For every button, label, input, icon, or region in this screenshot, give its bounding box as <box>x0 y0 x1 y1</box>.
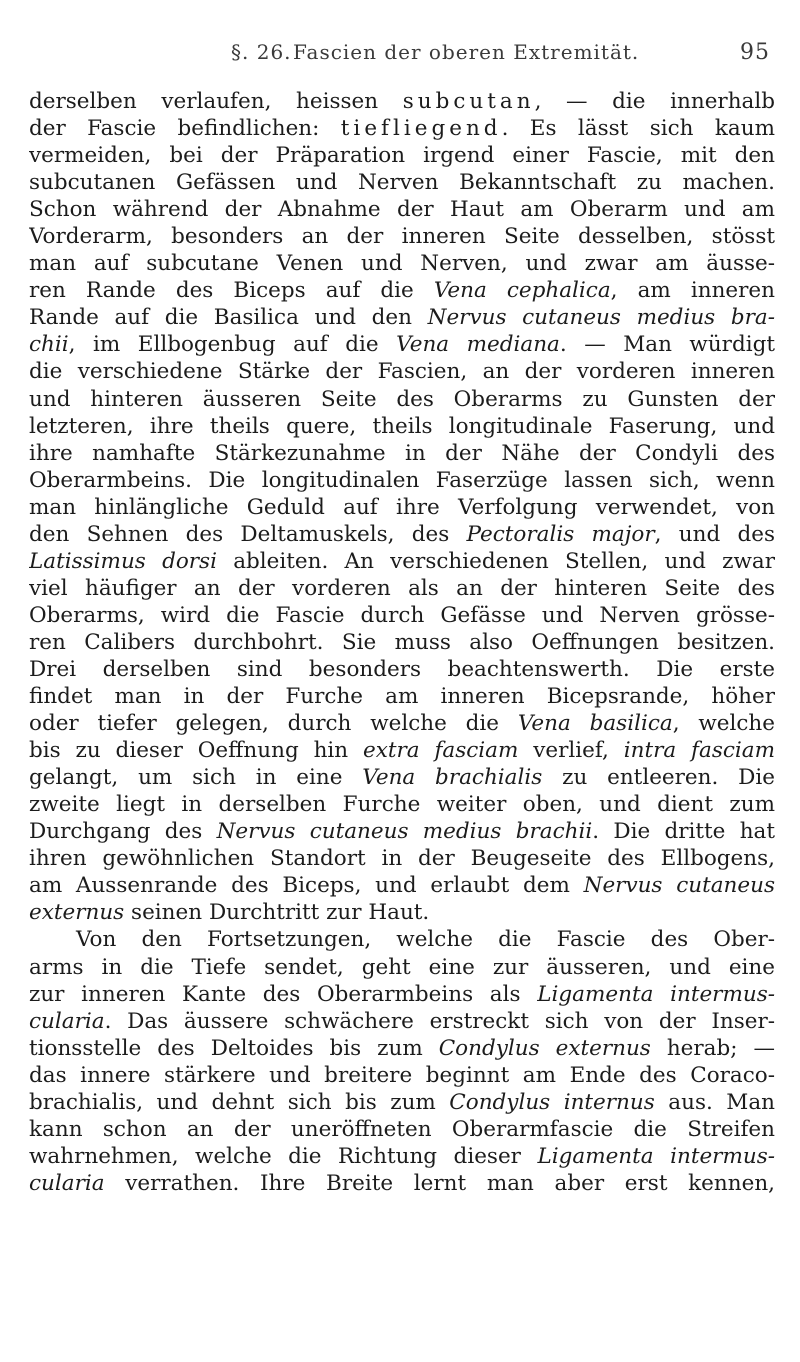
text-line <box>29 467 775 494</box>
running-head-title: Fascien der oberen Extremität. <box>293 40 640 64</box>
text-run: ableiten. An verschiedenen Stellen, und zwar <box>216 548 775 574</box>
text-line <box>29 575 775 602</box>
text-run: der Fascie befindlichen: <box>29 116 341 142</box>
text-run: verlief, <box>518 738 624 764</box>
text-line <box>29 223 775 250</box>
text-line <box>29 954 775 981</box>
italic-term: Vena brachialis <box>362 765 543 791</box>
text-line <box>29 602 775 629</box>
text-line <box>29 1062 775 1089</box>
text-line <box>29 142 775 169</box>
text-run: . Die dritte hat <box>592 819 775 845</box>
text-line <box>29 277 775 304</box>
text-run: seinen Durchtritt zur Haut. <box>124 900 430 926</box>
italic-term: Latissimus dorsi <box>29 548 217 574</box>
text-line <box>29 845 775 872</box>
italic-term: Ligamenta intermus- <box>537 1143 775 1169</box>
text-run: findet man in der Furche am inneren Bicepsrande, höher <box>29 684 775 710</box>
text-line <box>29 737 775 764</box>
text-line <box>29 1089 775 1116</box>
text-line <box>29 1116 775 1143</box>
text-run: den Sehnen des Deltamuskels, des <box>29 521 467 547</box>
italic-term: cularia <box>29 1008 105 1034</box>
text-line <box>29 629 775 656</box>
italic-term: Pectoralis major <box>466 521 655 547</box>
text-line <box>29 926 775 953</box>
italic-term: extra fasciam <box>363 738 519 764</box>
spaced-term: subcutan <box>402 89 535 114</box>
text-line <box>29 899 775 926</box>
text-line <box>29 440 775 467</box>
italic-term: Ligamenta intermus- <box>537 981 775 1007</box>
text-run: zur inneren Kante des Oberarmbeins als <box>29 981 538 1007</box>
italic-term: Vena basilica <box>517 711 673 737</box>
text-run: gelangt, um sich in eine <box>29 765 363 791</box>
text-run: Durchgang des <box>29 819 217 845</box>
text-run: , und des <box>654 521 775 547</box>
text-line <box>29 196 775 223</box>
text-line <box>29 115 775 142</box>
italic-term: Vena mediana <box>396 332 560 358</box>
text-run: herab; — <box>650 1035 775 1061</box>
text-run: subcutanen Gefässen und Nerven Bekanntschaft zu machen. <box>29 170 775 196</box>
text-run: man auf subcutane Venen und Nerven, und zwar am äusse- <box>29 251 775 277</box>
text-run: arms in die Tiefe sendet, geht eine zur äusseren, und eine <box>29 954 775 980</box>
text-run: verrathen. Ihre Breite lernt man aber erst kennen, <box>104 1170 775 1196</box>
text-line <box>29 710 775 737</box>
text-line <box>29 1143 775 1170</box>
text-line <box>29 521 775 548</box>
text-run: Oberarmbeins. Die longitudinalen Faserzüge lassen sich, wenn <box>29 467 775 493</box>
italic-term: cularia <box>29 1170 105 1196</box>
text-run: aus. Man <box>654 1089 775 1115</box>
italic-term: Condylus internus <box>449 1089 655 1115</box>
text-run: , — die innerhalb <box>534 89 775 114</box>
text-run: oder tiefer gelegen, durch welche die <box>29 711 518 737</box>
text-run: tionsstelle des Deltoides bis zum <box>29 1035 439 1061</box>
italic-term: chii <box>29 332 69 358</box>
text-run: das innere stärkere und breitere beginnt am Ende des Coraco- <box>29 1062 775 1088</box>
italic-term: externus <box>29 900 125 926</box>
text-run: , welche <box>672 711 775 737</box>
text-run: man hinlängliche Geduld auf ihre Verfolgung verwendet, von <box>29 494 775 520</box>
text-line <box>29 818 775 845</box>
text-line <box>29 981 775 1008</box>
text-run: zweite liegt in derselben Furche weiter oben, und dient zum <box>29 792 775 818</box>
text-line <box>29 250 775 277</box>
text-line <box>29 683 775 710</box>
italic-term: Nervus cutaneus <box>583 873 775 899</box>
spaced-term: tiefliegend <box>340 116 502 142</box>
text-run: ren Calibers durchbohrt. Sie muss also Oeffnungen besitzen. <box>29 629 775 655</box>
text-run: und hinteren äusseren Seite des Oberarms zu Gunsten der <box>29 386 775 412</box>
text-run: vermeiden, bei der Präparation irgend einer Fascie, mit den <box>29 143 775 169</box>
body-text <box>29 88 775 1197</box>
text-run: ren Rande des Biceps auf die <box>29 278 434 304</box>
text-line <box>29 656 775 683</box>
text-line <box>29 764 775 791</box>
text-run: am Aussenrande des Biceps, und erlaubt dem <box>29 873 584 899</box>
text-run: . — Man würdigt <box>559 332 775 358</box>
text-line <box>29 1035 775 1062</box>
text-line <box>29 169 775 196</box>
text-line <box>29 548 775 575</box>
text-run: Von den Fortsetzungen, welche die Fascie des Ober- <box>76 927 775 953</box>
text-run: brachialis, und dehnt sich bis zum <box>29 1089 450 1115</box>
text-run: derselben verlaufen, heissen <box>29 89 403 114</box>
text-line <box>29 791 775 818</box>
text-run: die verschiedene Stärke der Fascien, an der vorderen inneren <box>29 359 775 385</box>
text-run: , im Ellbogenbug auf die <box>68 332 397 358</box>
text-line <box>29 1008 775 1035</box>
text-line <box>29 358 775 385</box>
text-run: ihre namhafte Stärkezunahme in der Nähe der Condyli des <box>29 440 775 466</box>
italic-term: Vena cephalica <box>433 278 611 304</box>
text-run: Drei derselben sind besonders beachtenswerth. Die erste <box>29 656 775 682</box>
section-number: §. 26. <box>231 40 292 64</box>
text-run: Rande auf die Basilica und den <box>29 305 428 331</box>
text-run: viel häufiger an der vorderen als an der hinteren Seite des <box>29 575 775 601</box>
text-line <box>29 304 775 331</box>
text-run: Schon während der Abnahme der Haut am Oberarm und am <box>29 197 775 223</box>
text-run: letzteren, ihre theils quere, theils longitudinale Faserung, und <box>29 413 775 439</box>
text-run: kann schon an der uneröffneten Oberarmfascie die Streifen <box>29 1116 775 1142</box>
text-run: Vorderarm, besonders an der inneren Seite desselben, stösst <box>29 224 775 250</box>
text-line <box>29 1170 775 1197</box>
italic-term: Condylus externus <box>438 1035 651 1061</box>
italic-term: Nervus cutaneus medius bra- <box>427 305 775 331</box>
text-line <box>29 331 775 358</box>
running-head <box>231 40 771 70</box>
text-run: wahrnehmen, welche die Richtung dieser <box>29 1143 538 1169</box>
text-run: bis zu dieser Oeffnung hin <box>29 738 364 764</box>
text-line <box>29 386 775 413</box>
text-run: . Das äussere schwächere erstreckt sich von der Inser- <box>104 1008 775 1034</box>
text-run: ihren gewöhnlichen Standort in der Beugeseite des Ellbogens, <box>29 846 775 872</box>
text-line <box>29 88 775 115</box>
page-number: 95 <box>740 40 770 65</box>
text-line <box>29 413 775 440</box>
text-run: zu entleeren. Die <box>542 765 775 791</box>
text-run: Oberarms, wird die Fascie durch Gefässe und Nerven grösse- <box>29 602 775 628</box>
text-run: . Es lässt sich kaum <box>501 116 775 142</box>
text-run: , am inneren <box>610 278 775 304</box>
italic-term: Nervus cutaneus medius brachii <box>216 819 593 845</box>
text-line <box>29 494 775 521</box>
italic-term: intra fasciam <box>623 738 775 764</box>
text-line <box>29 872 775 899</box>
